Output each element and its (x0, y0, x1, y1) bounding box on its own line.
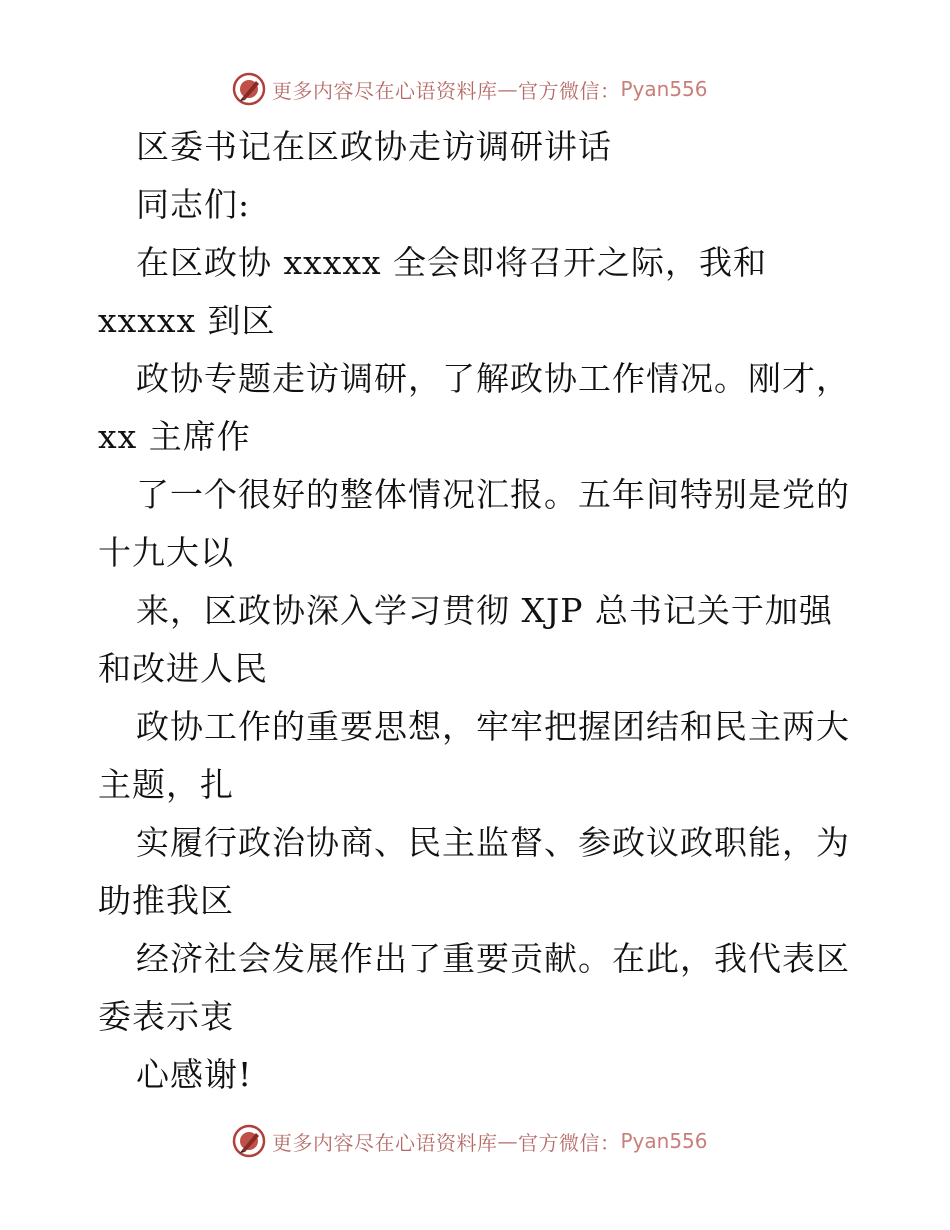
watermark-text: 更多内容尽在心语资料库 (272, 1130, 498, 1155)
document-line: 委表示衷 (98, 997, 234, 1036)
document-line: 助推我区 (98, 881, 234, 920)
watermark-label: 官方微信： (518, 78, 621, 103)
watermark-text: 更多内容尽在心语资料库 (272, 78, 498, 103)
document-title: 区委书记在区政协走访调研讲话 (136, 127, 612, 166)
watermark-brand: Pyan556 (620, 77, 708, 101)
document-line: xxxxx 到区 (98, 301, 276, 340)
document-line: 了一个很好的整体情况汇报。五年间特别是党的 (136, 475, 850, 514)
document-line: xx 主席作 (98, 417, 251, 456)
document-body (98, 118, 868, 1104)
pen-logo-icon (232, 72, 266, 106)
document-line: 心感谢! (136, 1055, 253, 1094)
pen-logo-icon (232, 1124, 266, 1158)
watermark-dash: — (497, 77, 518, 101)
watermark-brand: Pyan556 (620, 1129, 708, 1153)
document-line: 在区政协 xxxxx 全会即将召开之际，我和 (136, 243, 768, 282)
document-line: 来，区政协深入学习贯彻 XJP 总书记关于加强 (136, 591, 833, 630)
document-line: 实履行政治协商、民主监督、参政议政职能，为 (136, 823, 850, 862)
document-line: 和改进人民 (98, 649, 268, 688)
document-salutation: 同志们: (136, 185, 251, 224)
document-line: 政协专题走访调研，了解政协工作情况。刚才， (136, 359, 850, 398)
document-line: 主题，扎 (98, 765, 234, 804)
document-line: 政协工作的重要思想，牢牢把握团结和民主两大 (136, 707, 850, 746)
watermark-dash: — (497, 1129, 518, 1153)
document-line: 十九大以 (98, 533, 234, 572)
watermark-label: 官方微信： (518, 1130, 621, 1155)
footer-watermark (232, 1124, 708, 1158)
header-watermark (232, 72, 708, 106)
document-line: 经济社会发展作出了重要贡献。在此，我代表区 (136, 939, 850, 978)
